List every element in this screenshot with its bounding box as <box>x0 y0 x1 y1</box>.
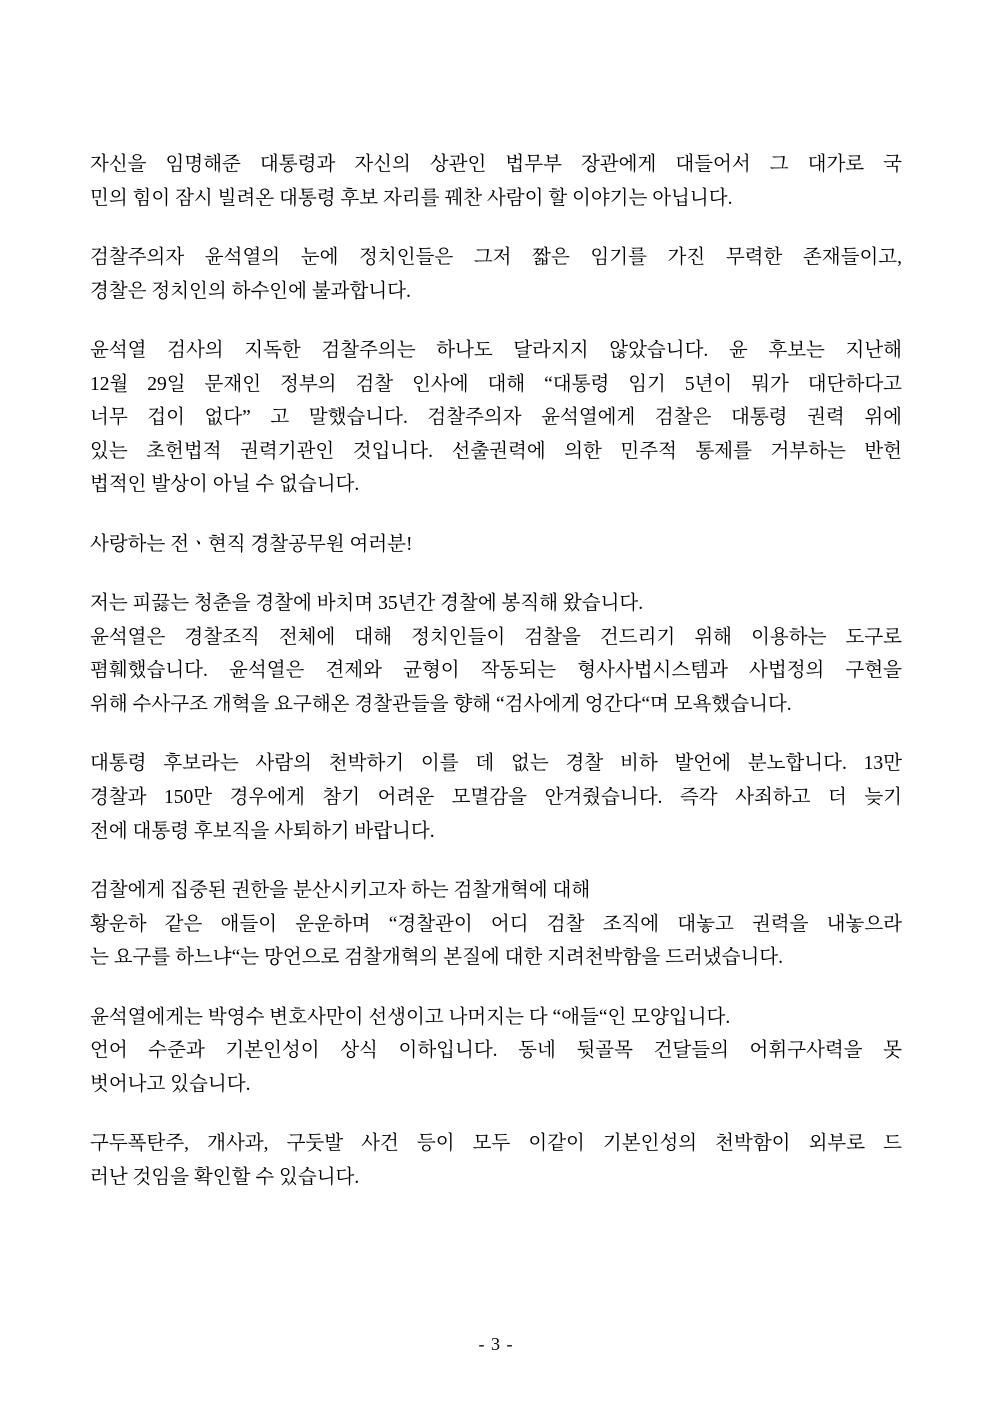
paragraph-line: 폄훼했습니다. 윤석열은 견제와 균형이 작동되는 형사사법시스템과 사법정의 구현을 <box>90 660 902 682</box>
paragraph-line: 검찰에게 집중된 권한을 분산시키고자 하는 검찰개혁에 대해 <box>90 880 591 902</box>
paragraph-line: 경찰은 정치인의 하수인에 불과합니다. <box>90 280 411 302</box>
paragraph-line: 구두폭탄주, 개사과, 구둣발 사건 등이 모두 이같이 기본인성의 천박함이 외부로 드 <box>90 1133 902 1155</box>
paragraph-line: 전에 대통령 후보직을 사퇴하기 바랍니다. <box>90 820 435 842</box>
paragraph-line: 는 요구를 하느냐“는 망언으로 검찰개혁의 본질에 대한 지려천박함을 드러냈습니다. <box>90 947 783 969</box>
paragraph-line: 민의 힘이 잠시 빌려온 대통령 후보 자리를 꿰찬 사람이 할 이야기는 아닙니다. <box>90 187 733 209</box>
paragraph-line: 황운하 같은 애들이 운운하며 “경찰관이 어디 검찰 조직에 대놓고 권력을 내놓으라 <box>90 913 902 935</box>
paragraph-line: 검찰주의자 윤석열의 눈에 정치인들은 그저 짧은 임기를 가진 무력한 존재들이고, <box>90 247 902 269</box>
paragraph-line: 경찰과 150만 경우에게 참기 어려운 모멸감을 안겨줬습니다. 즉각 사죄하고 더 늦기 <box>90 786 902 808</box>
paragraph-line: 위해 수사구조 개혁을 요구해온 경찰관들을 향해 “검사에게 엉간다“며 모욕했습니다. <box>90 693 792 715</box>
paragraph-line: 언어 수준과 기본인성이 상식 이하입니다. 동네 뒷골목 건달들의 어휘구사력을 못 <box>90 1040 902 1062</box>
paragraph-line: 윤석열에게는 박영수 변호사만이 선생이고 나머지는 다 “애들“인 모양입니다. <box>90 1006 731 1028</box>
paragraph <box>90 148 902 215</box>
paragraph-line: 사랑하는 전ㆍ현직 경찰공무원 여러분! <box>90 533 413 555</box>
paragraph <box>90 334 902 502</box>
paragraph-line: 너무 겁이 없다” 고 말했습니다. 검찰주의자 윤석열에게 검찰은 대통령 권력 위에 <box>90 407 902 429</box>
paragraph-line: 12월 29일 문재인 정부의 검찰 인사에 대해 “대통령 임기 5년이 뭐가 대단하다고 <box>90 373 902 395</box>
paragraph <box>90 1127 902 1194</box>
paragraph-line: 있는 초헌법적 권력기관인 것입니다. 선출권력에 의한 민주적 통제를 거부하는 반헌 <box>90 440 902 462</box>
paragraph <box>90 874 902 975</box>
paragraph-line: 윤석열은 경찰조직 전체에 대해 정치인들이 검찰을 건드리기 위해 이용하는 도구로 <box>90 626 902 648</box>
page-number: - 3 - <box>478 1334 514 1354</box>
paragraph-line: 벗어나고 있습니다. <box>90 1073 251 1095</box>
paragraph <box>90 587 902 721</box>
paragraph-line: 대통령 후보라는 사람의 천박하기 이를 데 없는 경찰 비하 발언에 분노합니다. 13만 <box>90 753 902 775</box>
paragraph-line: 윤석열 검사의 지독한 검찰주의는 하나도 달라지지 않았습니다. 윤 후보는 지난해 <box>90 340 902 362</box>
paragraph <box>90 747 902 848</box>
paragraph <box>90 241 902 308</box>
paragraph-line: 저는 피끓는 청춘을 경찰에 바치며 35년간 경찰에 봉직해 왔습니다. <box>90 593 644 615</box>
paragraph <box>90 528 902 562</box>
paragraph-line: 자신을 임명해준 대통령과 자신의 상관인 법무부 장관에게 대들어서 그 대가로 국 <box>90 154 902 175</box>
paragraph-line: 러난 것임을 확인할 수 있습니다. <box>90 1166 360 1188</box>
paragraph <box>90 1001 902 1102</box>
paragraph-line: 법적인 발상이 아닐 수 없습니다. <box>90 474 360 496</box>
document-body <box>90 148 902 1194</box>
